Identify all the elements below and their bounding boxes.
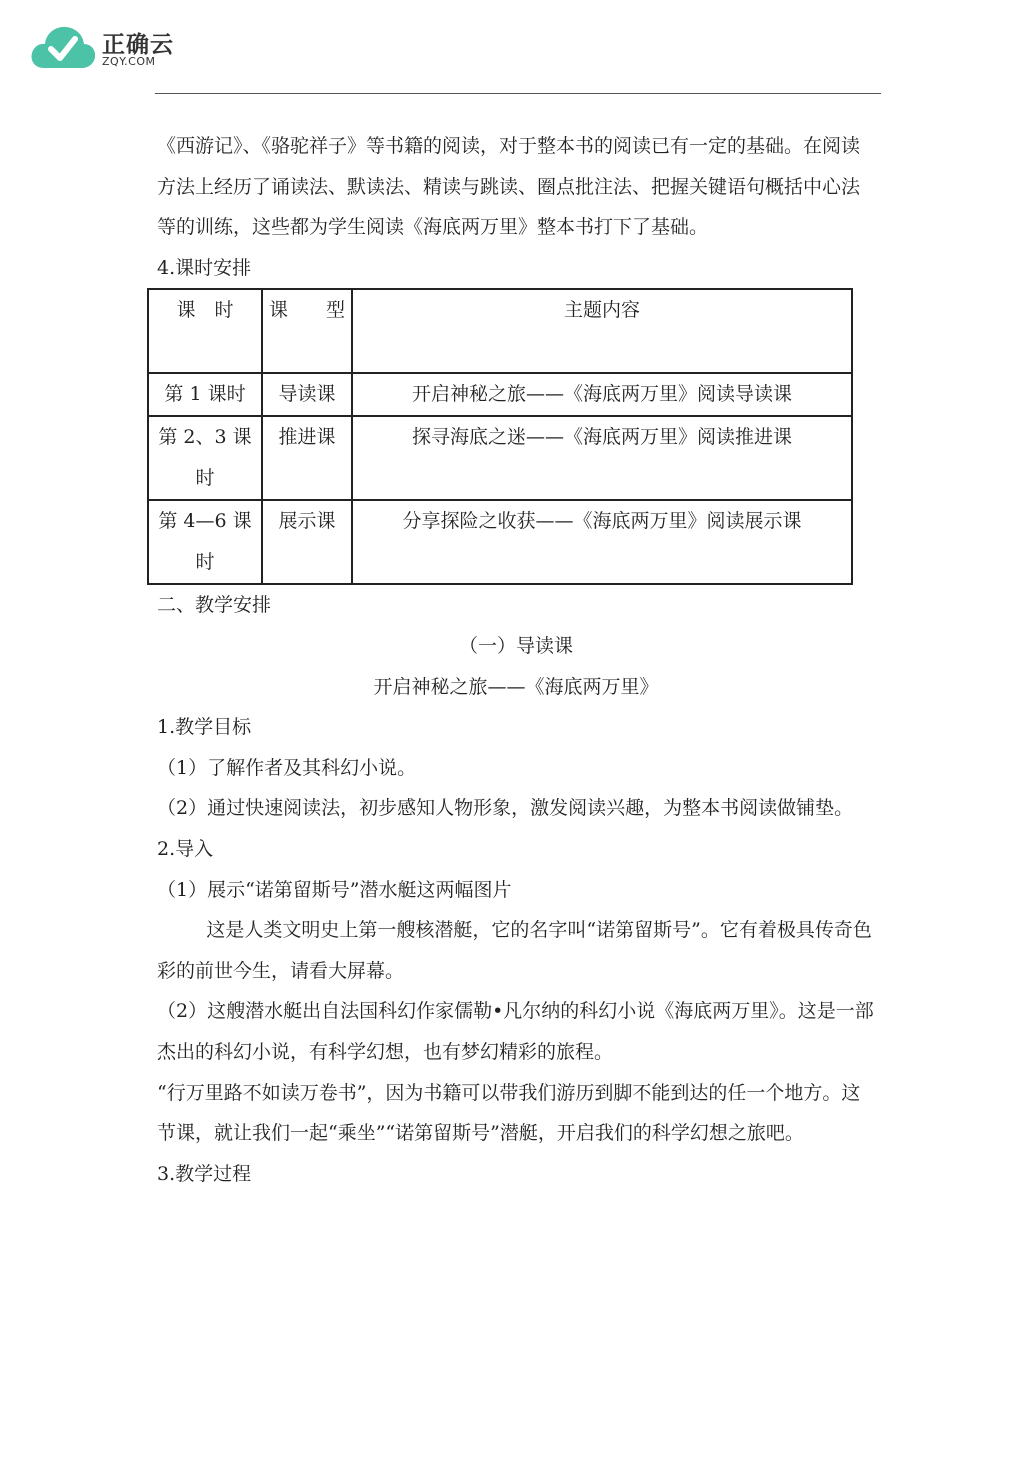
intro-item: （2）这艘潜水艇出自法国科幻作家儒勒•凡尔纳的科幻小说《海底两万里》。这是一部杰出的科幻小说，有科学幻想，也有梦幻精彩的旅程。 [157, 1000, 874, 1063]
header-cell-period: 课 时 [148, 289, 262, 373]
table-header-row [148, 289, 852, 373]
goal-item: （2）通过快速阅读法，初步感知人物形象，激发阅读兴趣，为整本书阅读做铺垫。 [157, 797, 854, 820]
site-logo [30, 22, 190, 74]
section-heading-process: 3.教学过程 [157, 1162, 252, 1185]
section-heading-intro: 2.导入 [157, 837, 214, 860]
section-heading-schedule: 4.课时安排 [157, 256, 252, 279]
table-cell-period: 第 1 课时 [148, 373, 262, 416]
document-body [157, 126, 875, 1194]
schedule-table [147, 288, 853, 585]
subheading-lesson-type: （一）导读课 [458, 634, 573, 657]
intro-item: （1）展示“诺第留斯号”潜水艇这两幅图片 [157, 878, 512, 901]
subheading-lesson-title: 开启神秘之旅——《海底两万里》 [373, 675, 659, 698]
intro-paragraph: 这是人类文明史上第一艘核潜艇，它的名字叫“诺第留斯号”。它有着极具传奇色彩的前世今生，请看大屏幕。 [157, 919, 872, 982]
intro-paragraph: “行万里路不如读万卷书”，因为书籍可以带我们游历到脚不能到达的任一个地方。这节课，就让我们一起“乘坐”“诺第留斯号”潜艇，开启我们的科学幻想之旅吧。 [157, 1081, 861, 1145]
header-cell-topic: 主题内容 [352, 289, 852, 373]
logo-text-en: ZQY.COM [102, 55, 156, 68]
cloud-check-icon [30, 24, 96, 72]
table-row [148, 373, 852, 416]
header-cell-type: 课 型 [262, 289, 352, 373]
table-cell-type: 导读课 [262, 373, 352, 416]
table-cell-topic: 开启神秘之旅——《海底两万里》阅读导读课 [352, 373, 852, 416]
table-cell-topic: 分享探险之收获——《海底两万里》阅读展示课 [352, 500, 852, 584]
header-divider [155, 93, 881, 94]
section-heading-goals: 1.教学目标 [157, 716, 252, 739]
table-cell-type: 推进课 [262, 416, 352, 500]
goal-item: （1）了解作者及其科幻小说。 [157, 756, 417, 779]
logo-text-cn: 正确云 [102, 32, 174, 58]
table-row [148, 416, 852, 500]
table-row [148, 500, 852, 584]
table-cell-topic: 探寻海底之迷——《海底两万里》阅读推进课 [352, 416, 852, 500]
table-cell-period: 第 4—6 课时 [148, 500, 262, 584]
table-cell-type: 展示课 [262, 500, 352, 584]
paragraph: 《西游记》、《骆驼祥子》等书籍的阅读，对于整本书的阅读已有一定的基础。在阅读方法上经历了诵读法、默读法、精读与跳读、圈点批注法、把握关键语句概括中心法等的训练，这些都为学生阅读《海底两万里》整本书打下了基础。 [157, 135, 861, 239]
section-heading-teaching: 二、教学安排 [157, 594, 272, 617]
table-cell-period: 第 2、3 课时 [148, 416, 262, 500]
